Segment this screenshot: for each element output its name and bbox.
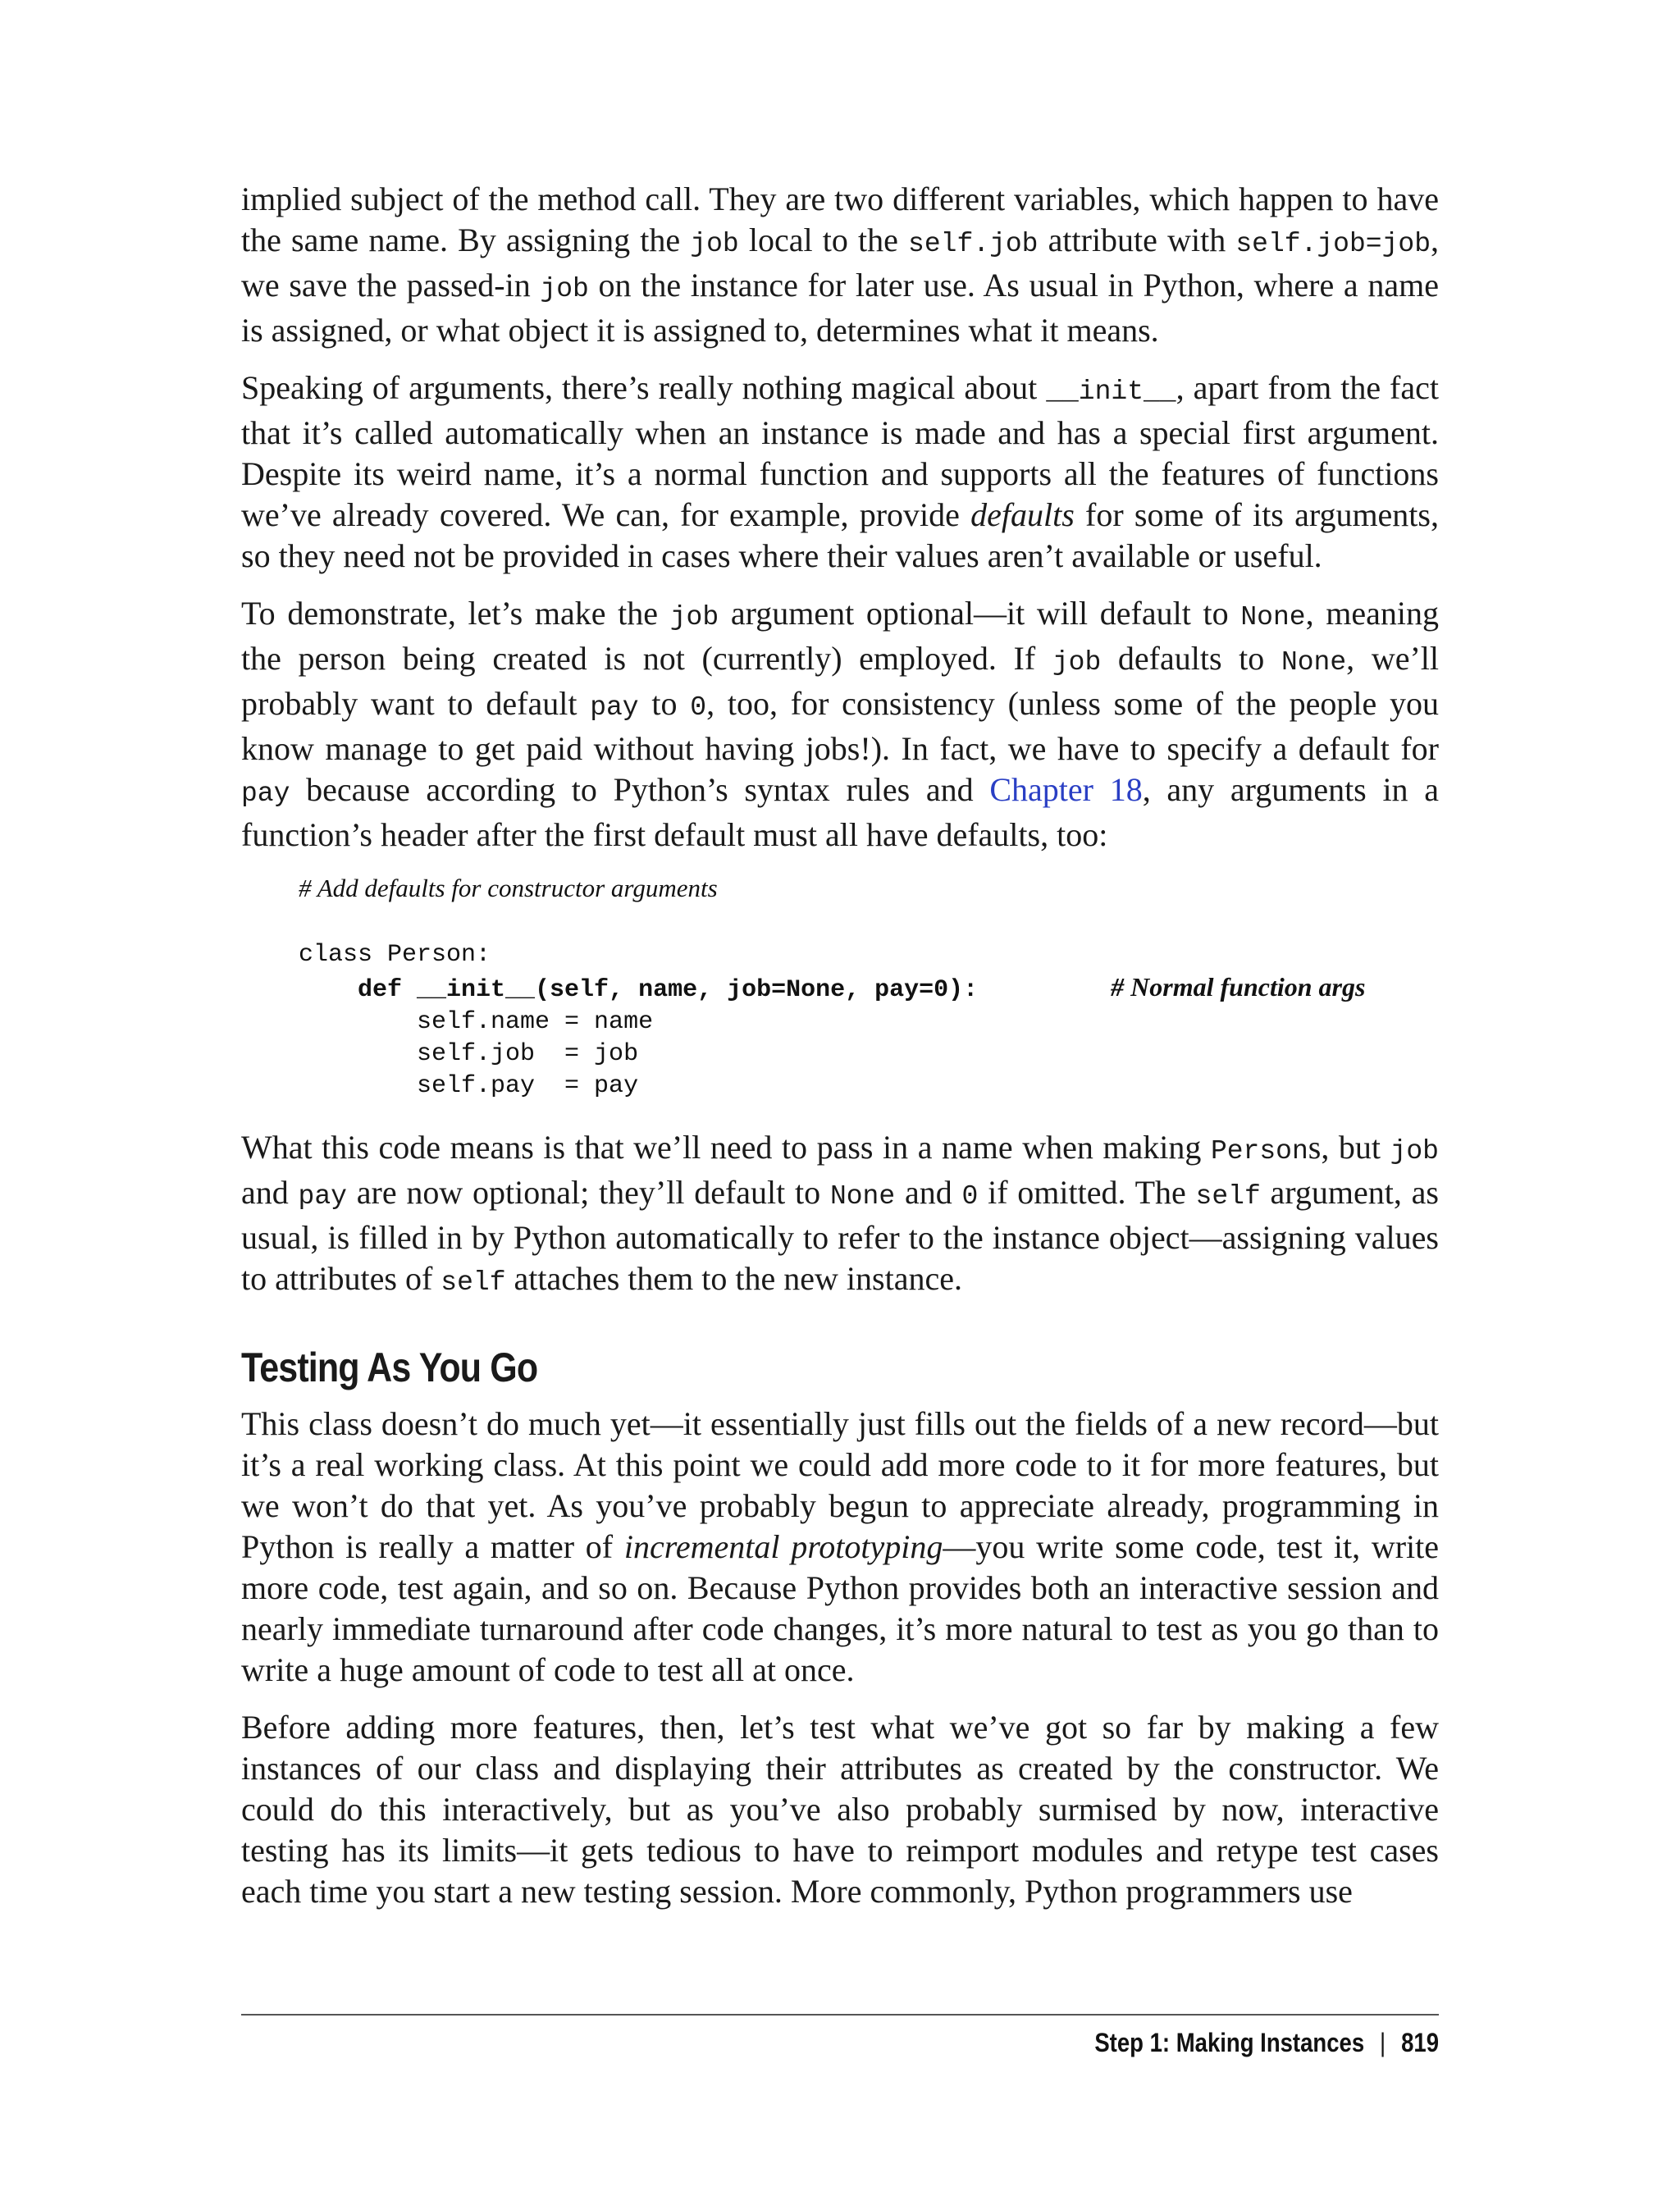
footer-separator: | <box>1380 2028 1386 2057</box>
paragraph-4: What this code means is that we’ll need to pass in a name when making Persons, but job and pay are now optional; they’ll default to None and 0 if omitted. The self argument, as usual, is filled in by Python automatically to refer to the instance object—assigning values to attributes of self attaches them to the new instance. <box>241 1129 1439 1298</box>
page-number: 819 <box>1401 2028 1439 2057</box>
paragraph-6: Before adding more features, then, let’s test what we’ve got so far by making a few instances of our class and displaying their attributes as created by the constructor. We could do this interactively, but as you’ve also probably surmised by now, interactive testing has its limits—it gets tedious to have to reimport modules and retype test cases each time you start a new testing session. More commonly, Python programmers use <box>241 1709 1439 1910</box>
paragraph-1: implied subject of the method call. They are two different variables, which happen to have the same name. By assigning the job local to the self.job attribute with self.job=job, we save the passed-in job on the instance for later use. As usual in Python, where a name is assigned, or what object it is assigned to, determines what it means. <box>241 180 1439 349</box>
page-footer <box>1094 2028 1439 2058</box>
chapter-18-link[interactable]: Chapter 18 <box>989 771 1143 808</box>
paragraph-3: To demonstrate, let’s make the job argument optional—it will default to None, meaning the person being created is not (currently) employed. If job defaults to None, we’ll probably want to default pay to 0, too, for consistency (unless some of the people you know manage to get paid without having jobs!). In fact, we have to specify a default for pay because according to Python’s syntax rules and Chapter 18, any arguments in a function’s header after the first default must all have defaults, too: <box>241 595 1440 853</box>
paragraph-5: This class doesn’t do much yet—it essentially just fills out the fields of a new record—but it’s a real working class. At this point we could add more code to it for more features, but we won’t do that yet. As you’ve probably begun to appreciate already, programming in Python is really a matter of incremental prototyping—you write some code, test it, write more code, test again, and so on. Because Python provides both an interactive session and nearly immediate turnaround after code changes, it’s more natural to test as you go than to write a huge amount of code to test all at once. <box>241 1405 1440 1688</box>
footer-section-title: Step 1: Making Instances <box>1094 2028 1365 2057</box>
paragraph-2: Speaking of arguments, there’s really nothing magical about __init__, apart from the fact that it’s called automatically when an instance is made and has a special first argument. Despite its weird name, it’s a normal function and supports all the features of functions we’ve already covered. We can, for example, provide defaults for some of its arguments, so they need not be provided in cases where their values aren’t available or useful. <box>241 369 1439 574</box>
footer-rule <box>241 2014 1439 2016</box>
code-example: # Add defaults for constructor arguments class Person: def __init__(self, name, job=None, pay=0): # Normal function args self.name = name self.job = job self.pay = pay <box>299 874 1366 1100</box>
text-column <box>241 179 1439 1929</box>
section-heading: Testing As You Go <box>241 1344 538 1390</box>
